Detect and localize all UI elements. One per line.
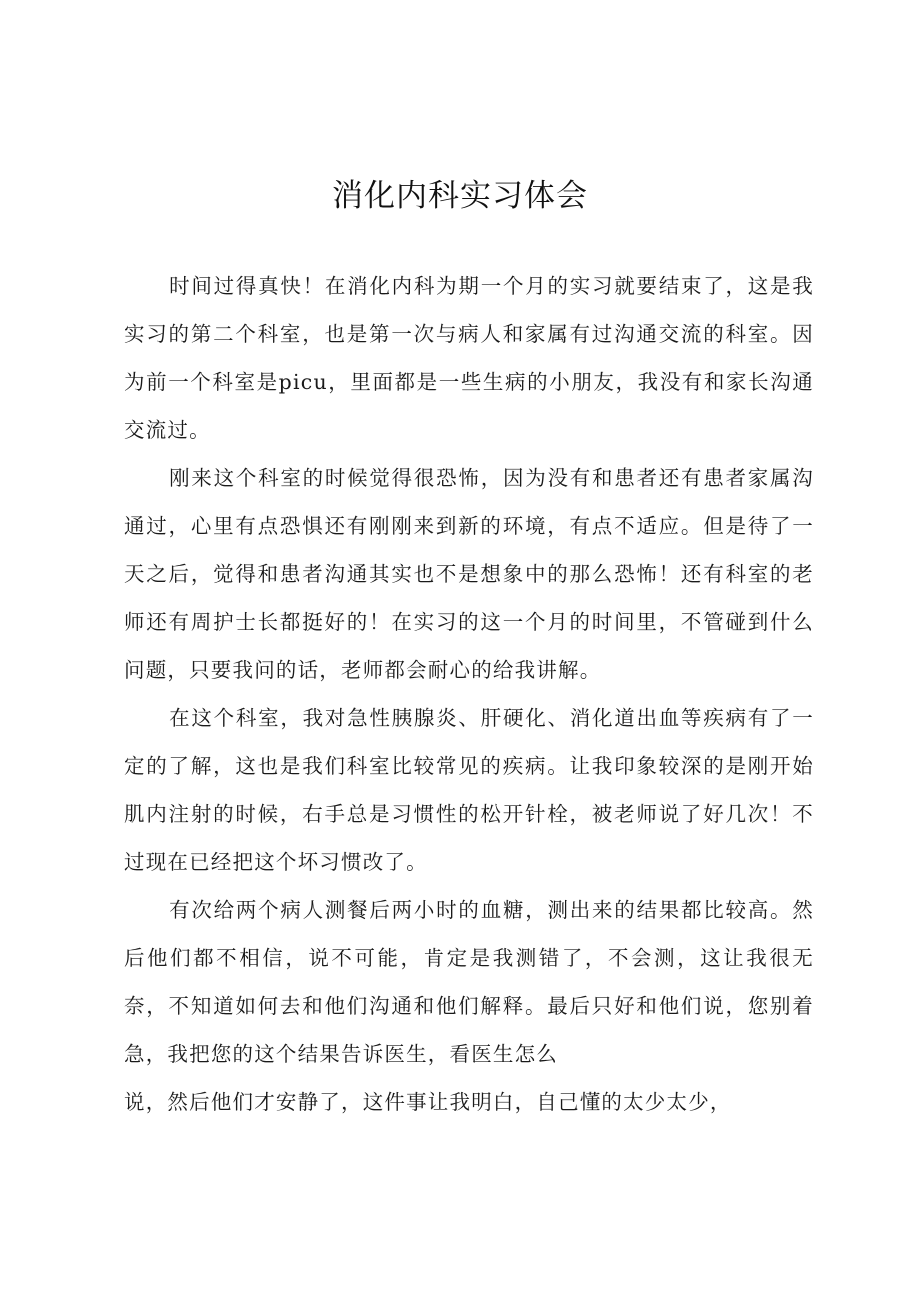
paragraph: 时间过得真快！在消化内科为期一个月的实习就要结束了，这是我实习的第二个科室，也是第一次与病人和家属有过沟通交流的科室。因为前一个科室是picu，里面都是一些生病的小朋友，我没有和家长沟通交流过。 [124, 274, 814, 442]
document-body [124, 262, 814, 1126]
document-title: 消化内科实习体会 [332, 178, 588, 214]
paragraph: 刚来这个科室的时候觉得很恐怖，因为没有和患者还有患者家属沟通过，心里有点恐惧还有刚刚来到新的环境，有点不适应。但是待了一天之后，觉得和患者沟通其实也不是想象中的那么恐怖！还有科室的老师还有周护士长都挺好的！在实习的这一个月的时间里，不管碰到什么问题，只要我问的话，老师都会耐心的给我讲解。 [124, 466, 814, 682]
paragraph: 有次给两个病人测餐后两小时的血糖，测出来的结果都比较高。然后他们都不相信，说不可能，肯定是我测错了，不会测，这让我很无奈，不知道如何去和他们沟通和他们解释。最后只好和他们说，您别着急，我把您的这个结果告诉医生，看医生怎么 [124, 898, 814, 1066]
paragraph-continuation: 说，然后他们才安静了，这件事让我明白，自己懂的太少太少， [124, 1090, 732, 1114]
paragraph: 在这个科室，我对急性胰腺炎、肝硬化、消化道出血等疾病有了一定的了解，这也是我们科室比较常见的疾病。让我印象较深的是刚开始肌内注射的时候，右手总是习惯性的松开针栓，被老师说了好几次！不过现在已经把这个坏习惯改了。 [124, 706, 814, 874]
